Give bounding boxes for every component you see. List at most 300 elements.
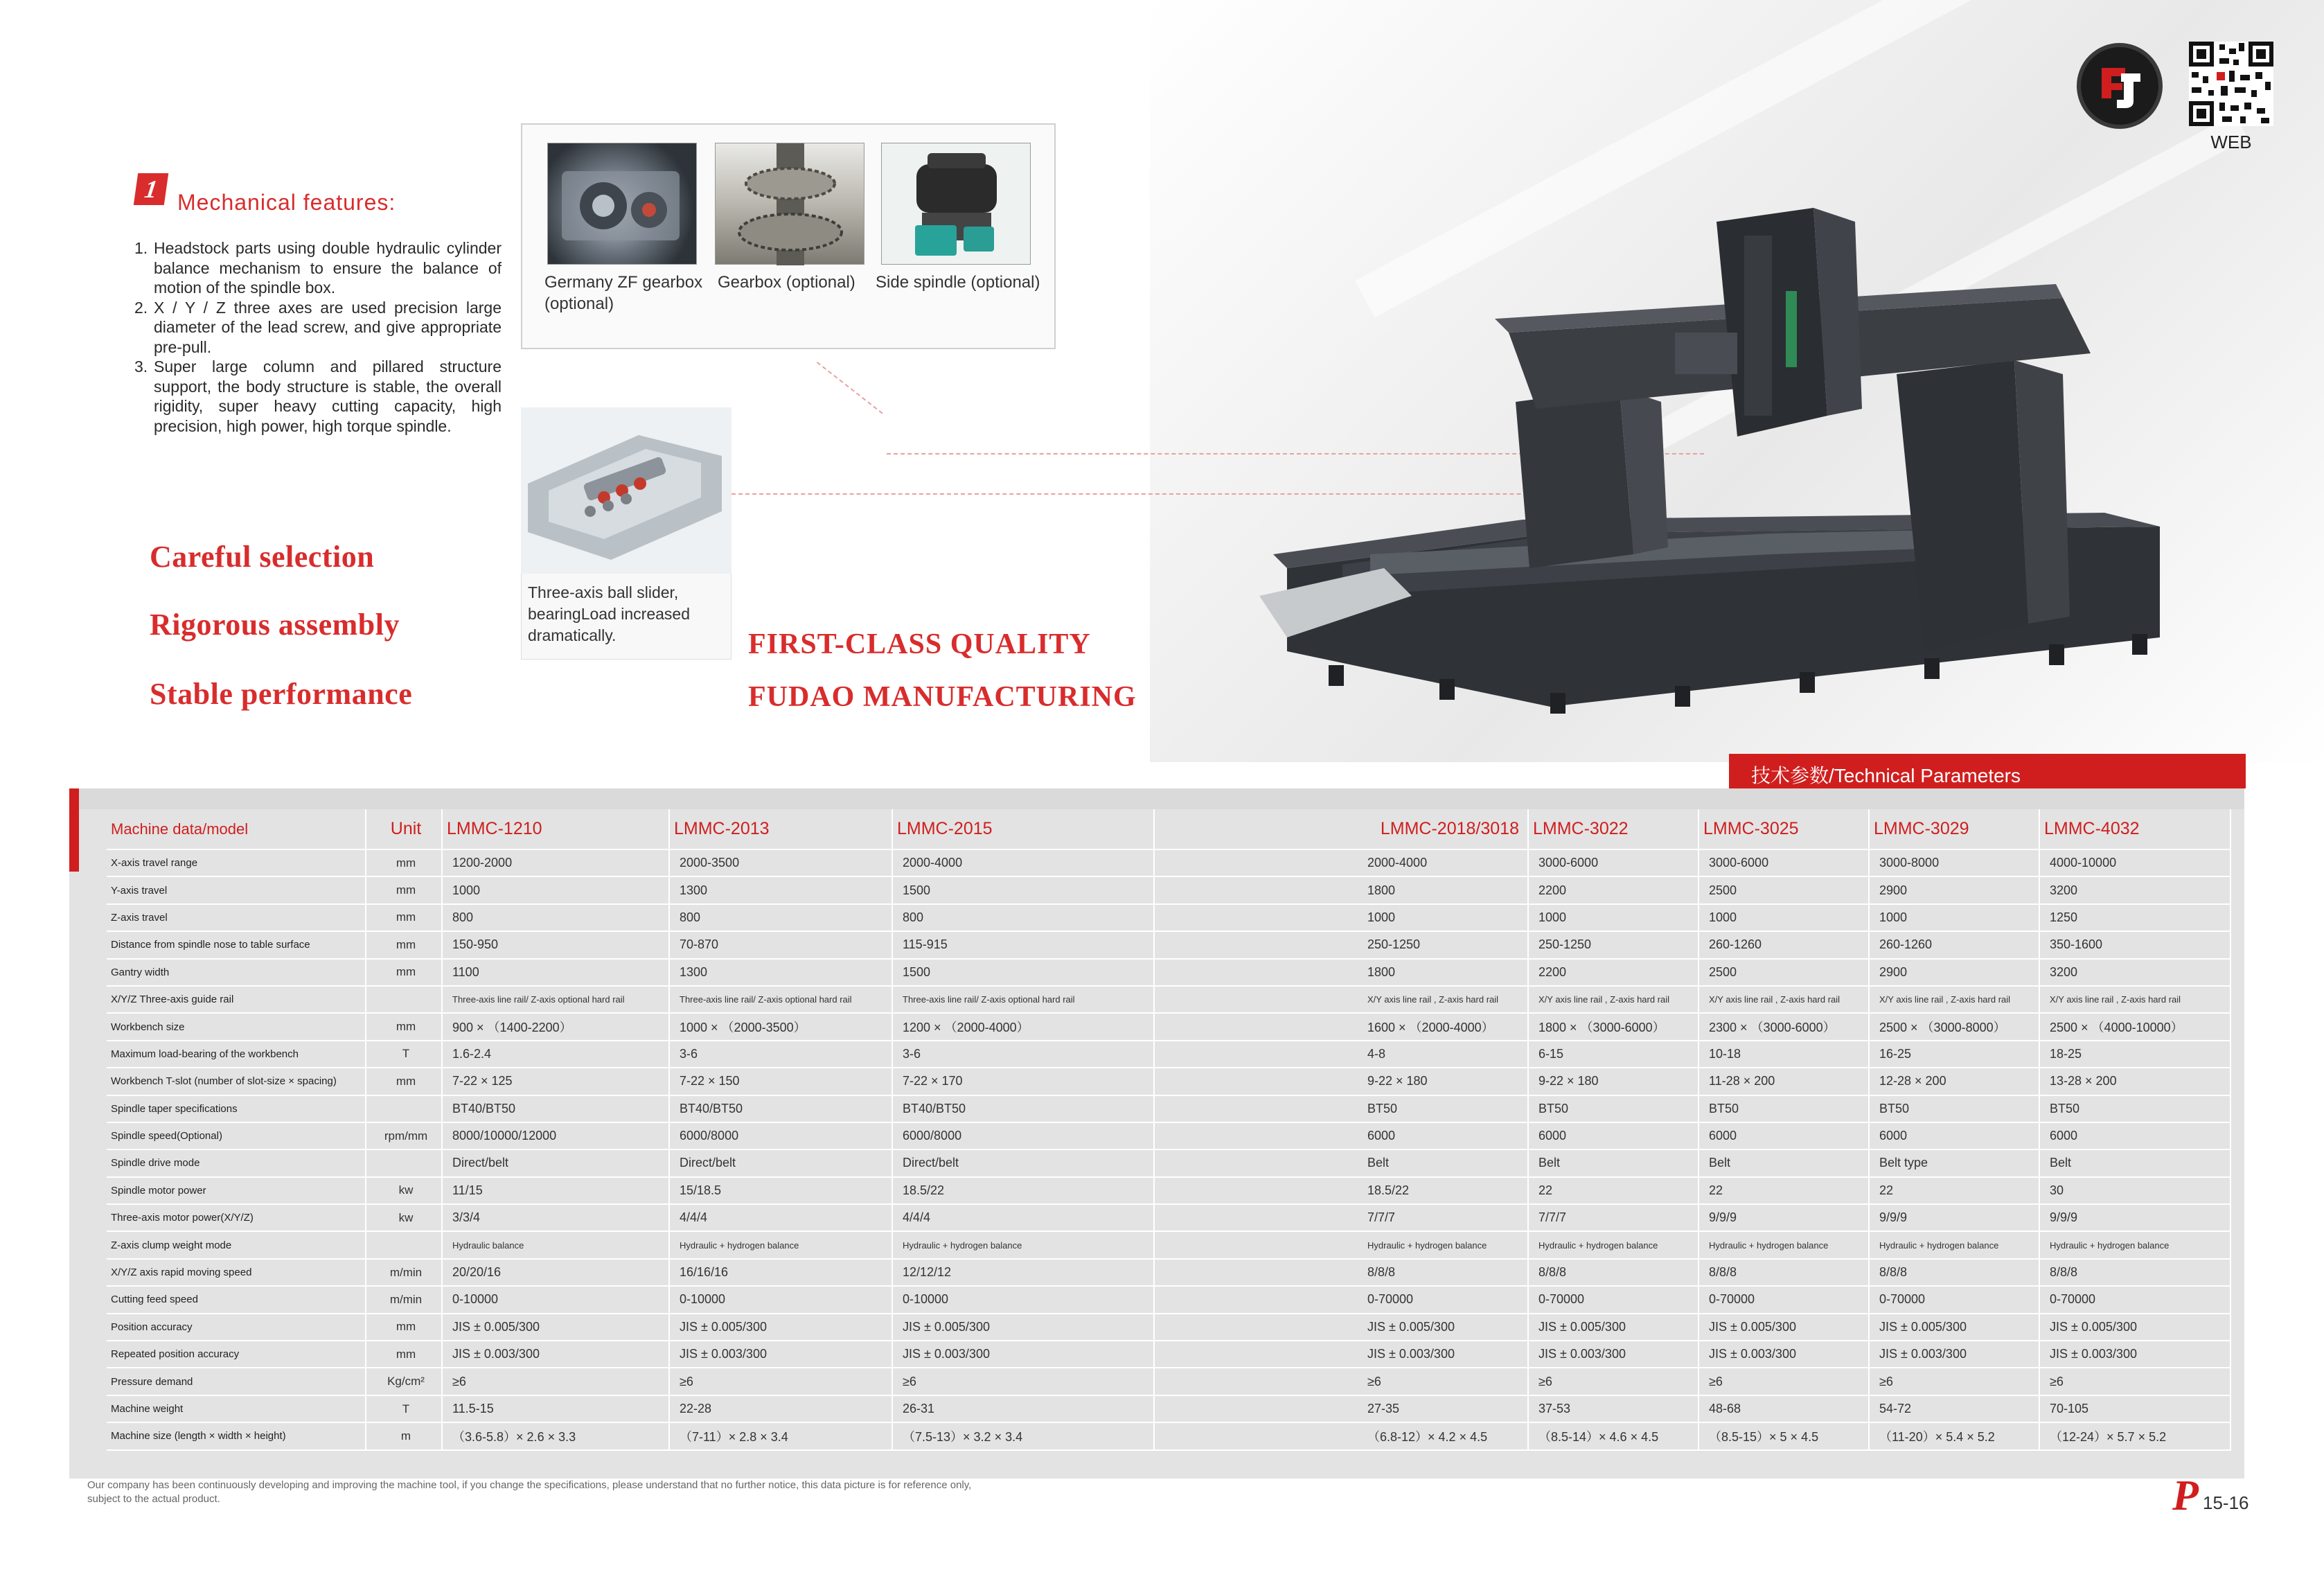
row-value: Belt xyxy=(1358,1149,1528,1176)
row-value: 2300 × （3000-6000） xyxy=(1698,1013,1869,1040)
row-value: Hydraulic + hydrogen balance xyxy=(2039,1231,2230,1258)
row-label: Spindle taper specifications xyxy=(107,1095,366,1122)
tech-params-strip xyxy=(69,788,2244,809)
row-value: 7/7/7 xyxy=(1528,1204,1698,1231)
disclaimer-note: Our company has been continuously developing and improving the machine tool, if you change the specifications, please understand that no further notice, this data picture is for reference only, subject to the actual product. xyxy=(87,1479,972,1505)
row-spacer xyxy=(1154,876,1358,903)
row-value: JIS ± 0.003/300 xyxy=(892,1341,1154,1368)
row-spacer xyxy=(1154,1286,1358,1313)
table-row xyxy=(107,904,2230,931)
row-value: Hydraulic + hydrogen balance xyxy=(1698,1231,1869,1258)
row-value: 3000-8000 xyxy=(1869,849,2039,876)
table-row xyxy=(107,849,2230,876)
row-label: Workbench size xyxy=(107,1013,366,1040)
row-value: 2500 xyxy=(1698,876,1869,903)
header-model: LMMC-3022 xyxy=(1528,809,1698,849)
row-value: 1000 xyxy=(1869,904,2039,931)
row-value: 8/8/8 xyxy=(1869,1259,2039,1286)
row-value: 260-1260 xyxy=(1869,931,2039,958)
row-value: 13-28 × 200 xyxy=(2039,1068,2230,1095)
table-header-row xyxy=(107,809,2230,849)
table-row xyxy=(107,986,2230,1013)
row-value: Three-axis line rail/ Z-axis optional hard rail xyxy=(669,986,892,1013)
row-value: 3200 xyxy=(2039,876,2230,903)
slogan-rigorous-assembly: Rigorous assembly xyxy=(150,608,400,642)
row-value: 11-28 × 200 xyxy=(1698,1068,1869,1095)
row-value: 6000/8000 xyxy=(892,1122,1154,1149)
row-value: 22 xyxy=(1698,1177,1869,1204)
row-value: 22-28 xyxy=(669,1395,892,1422)
row-spacer xyxy=(1154,849,1358,876)
row-value: 900 × （1400-2200） xyxy=(442,1013,669,1040)
row-value: 1300 xyxy=(669,959,892,986)
row-value: ≥6 xyxy=(1528,1368,1698,1395)
row-value: 2500 × （4000-10000） xyxy=(2039,1013,2230,1040)
table-row xyxy=(107,1122,2230,1149)
row-unit: mm xyxy=(366,1341,442,1368)
row-value: JIS ± 0.005/300 xyxy=(2039,1314,2230,1341)
table-row xyxy=(107,1013,2230,1040)
row-value: 30 xyxy=(2039,1177,2230,1204)
row-value: BT50 xyxy=(2039,1095,2230,1122)
features-list xyxy=(134,238,502,436)
row-value: 10-18 xyxy=(1698,1041,1869,1068)
feature-text: X / Y / Z three axes are used precision large diameter of the lead screw, and give appropriate pre-pull. xyxy=(154,298,502,356)
row-value: Belt xyxy=(2039,1149,2230,1176)
row-value: 9/9/9 xyxy=(2039,1204,2230,1231)
row-value: 7-22 × 150 xyxy=(669,1068,892,1095)
row-value: X/Y axis line rail , Z-axis hard rail xyxy=(2039,986,2230,1013)
ball-slider-photo xyxy=(521,407,731,574)
row-value: （3.6-5.8）× 2.6 × 3.3 xyxy=(442,1422,669,1449)
row-value: （12-24）× 5.7 × 5.2 xyxy=(2039,1422,2230,1449)
row-value: 6000 xyxy=(1869,1122,2039,1149)
row-value: 11.5-15 xyxy=(442,1395,669,1422)
tech-params-title: 技术参数/Technical Parameters xyxy=(1751,765,2021,786)
row-value: 22 xyxy=(1528,1177,1698,1204)
table-row xyxy=(107,1259,2230,1286)
row-value: Hydraulic + hydrogen balance xyxy=(669,1231,892,1258)
row-label: Spindle drive mode xyxy=(107,1149,366,1176)
row-value: 6000 xyxy=(2039,1122,2230,1149)
row-value: JIS ± 0.005/300 xyxy=(892,1314,1154,1341)
row-value: JIS ± 0.003/300 xyxy=(1358,1341,1528,1368)
row-unit: mm xyxy=(366,876,442,903)
row-value: 1800 xyxy=(1358,876,1528,903)
row-unit xyxy=(366,1149,442,1176)
row-unit xyxy=(366,1095,442,1122)
row-spacer xyxy=(1154,1041,1358,1068)
row-label: Distance from spindle nose to table surface xyxy=(107,931,366,958)
row-spacer xyxy=(1154,1314,1358,1341)
slogan-stable-performance: Stable performance xyxy=(150,677,413,711)
header-model: LMMC-4032 xyxy=(2039,809,2230,849)
header-model: LMMC-1210 xyxy=(442,809,669,849)
row-value: 4/4/4 xyxy=(669,1204,892,1231)
row-value: 2000-3500 xyxy=(669,849,892,876)
table-row xyxy=(107,1341,2230,1368)
qr-label: WEB xyxy=(2210,132,2252,152)
row-value: Hydraulic + hydrogen balance xyxy=(1528,1231,1698,1258)
row-label: X/Y/Z Three-axis guide rail xyxy=(107,986,366,1013)
table-row xyxy=(107,931,2230,958)
row-unit: mm xyxy=(366,931,442,958)
row-value: 1.6-2.4 xyxy=(442,1041,669,1068)
table-row xyxy=(107,1422,2230,1449)
row-value: 18-25 xyxy=(2039,1041,2230,1068)
row-value: Belt xyxy=(1528,1149,1698,1176)
row-value: 1100 xyxy=(442,959,669,986)
row-value: 16/16/16 xyxy=(669,1259,892,1286)
row-value: 15/18.5 xyxy=(669,1177,892,1204)
row-spacer xyxy=(1154,1068,1358,1095)
row-label: Cutting feed speed xyxy=(107,1286,366,1313)
row-spacer xyxy=(1154,931,1358,958)
row-value: 2500 × （3000-8000） xyxy=(1869,1013,2039,1040)
row-value: Hydraulic + hydrogen balance xyxy=(1869,1231,2039,1258)
zf-gearbox-photo xyxy=(547,143,697,265)
row-value: 9-22 × 180 xyxy=(1358,1068,1528,1095)
row-label: Repeated position accuracy xyxy=(107,1341,366,1368)
row-spacer xyxy=(1154,1204,1358,1231)
row-spacer xyxy=(1154,1149,1358,1176)
feature-text: Headstock parts using double hydraulic cylinder balance mechanism to ensure the balance of motion of the spindle box. xyxy=(154,239,502,297)
row-value: Three-axis line rail/ Z-axis optional hard rail xyxy=(892,986,1154,1013)
row-value: 0-70000 xyxy=(2039,1286,2230,1313)
row-value: ≥6 xyxy=(2039,1368,2230,1395)
row-value: 115-915 xyxy=(892,931,1154,958)
row-value: Direct/belt xyxy=(442,1149,669,1176)
row-value: Belt type xyxy=(1869,1149,2039,1176)
row-value: 1800 × （3000-6000） xyxy=(1528,1013,1698,1040)
row-value: ≥6 xyxy=(669,1368,892,1395)
row-unit: m/min xyxy=(366,1259,442,1286)
row-value: （8.5-15）× 5 × 4.5 xyxy=(1698,1422,1869,1449)
row-label: X/Y/Z axis rapid moving speed xyxy=(107,1259,366,1286)
row-value: JIS ± 0.003/300 xyxy=(442,1341,669,1368)
row-value: 22 xyxy=(1869,1177,2039,1204)
row-value: ≥6 xyxy=(1698,1368,1869,1395)
row-value: 37-53 xyxy=(1528,1395,1698,1422)
row-value: 0-70000 xyxy=(1358,1286,1528,1313)
side-spindle-caption: Side spindle (optional) xyxy=(876,273,1040,292)
row-value: 4-8 xyxy=(1358,1041,1528,1068)
row-label: X-axis travel range xyxy=(107,849,366,876)
row-spacer xyxy=(1154,1177,1358,1204)
row-value: 6-15 xyxy=(1528,1041,1698,1068)
row-value: JIS ± 0.003/300 xyxy=(1698,1341,1869,1368)
row-label: Spindle motor power xyxy=(107,1177,366,1204)
row-value: 3200 xyxy=(2039,959,2230,986)
row-value: 2500 xyxy=(1698,959,1869,986)
slogan-careful-selection: Careful selection xyxy=(150,540,375,574)
row-value: 3-6 xyxy=(669,1041,892,1068)
row-value: 2200 xyxy=(1528,959,1698,986)
callout-line xyxy=(817,362,883,414)
row-value: 2900 xyxy=(1869,876,2039,903)
row-unit: kw xyxy=(366,1177,442,1204)
row-unit: rpm/mm xyxy=(366,1122,442,1149)
tech-params-accent-bar xyxy=(69,788,79,872)
row-label: Z-axis travel xyxy=(107,904,366,931)
row-value: 12/12/12 xyxy=(892,1259,1154,1286)
row-unit: mm xyxy=(366,1314,442,1341)
gearbox-caption: Gearbox (optional) xyxy=(718,273,855,292)
header-model: LMMC-2018/3018 xyxy=(1358,809,1528,849)
row-value: 70-105 xyxy=(2039,1395,2230,1422)
row-unit xyxy=(366,1231,442,1258)
row-value: 9-22 × 180 xyxy=(1528,1068,1698,1095)
row-value: 3-6 xyxy=(892,1041,1154,1068)
row-value: 0-70000 xyxy=(1698,1286,1869,1313)
row-unit: T xyxy=(366,1395,442,1422)
header-machine-model: Machine data/model xyxy=(107,809,366,849)
header-spacer xyxy=(1154,809,1358,849)
row-value: （7.5-13）× 3.2 × 3.4 xyxy=(892,1422,1154,1449)
row-unit: kw xyxy=(366,1204,442,1231)
row-label: Z-axis clump weight mode xyxy=(107,1231,366,1258)
feature-item xyxy=(134,238,502,298)
row-value: 6000 xyxy=(1528,1122,1698,1149)
gearbox-photo xyxy=(715,143,864,265)
row-value: 1200-2000 xyxy=(442,849,669,876)
header-model: LMMC-3025 xyxy=(1698,809,1869,849)
row-unit: m/min xyxy=(366,1286,442,1313)
row-value: 3000-6000 xyxy=(1528,849,1698,876)
row-value: 800 xyxy=(892,904,1154,931)
row-value: 2000-4000 xyxy=(892,849,1154,876)
row-value: 70-870 xyxy=(669,931,892,958)
row-value: ≥6 xyxy=(442,1368,669,1395)
row-value: 2200 xyxy=(1528,876,1698,903)
row-label: Machine weight xyxy=(107,1395,366,1422)
row-value: 4/4/4 xyxy=(892,1204,1154,1231)
row-value: 16-25 xyxy=(1869,1041,2039,1068)
ball-slider-caption: Three-axis ball slider, bearingLoad increased dramatically. xyxy=(528,583,691,644)
row-spacer xyxy=(1154,1395,1358,1422)
row-value: Hydraulic + hydrogen balance xyxy=(892,1231,1154,1258)
table-row xyxy=(107,1204,2230,1231)
row-label: Spindle speed(Optional) xyxy=(107,1122,366,1149)
table-row xyxy=(107,1095,2230,1122)
row-value: 12-28 × 200 xyxy=(1869,1068,2039,1095)
row-value: Direct/belt xyxy=(669,1149,892,1176)
row-value: 18.5/22 xyxy=(892,1177,1154,1204)
row-value: BT40/BT50 xyxy=(892,1095,1154,1122)
row-value: Hydraulic balance xyxy=(442,1231,669,1258)
row-value: Three-axis line rail/ Z-axis optional hard rail xyxy=(442,986,669,1013)
row-label: Three-axis motor power(X/Y/Z) xyxy=(107,1204,366,1231)
row-value: 1300 xyxy=(669,876,892,903)
table-row xyxy=(107,959,2230,986)
row-spacer xyxy=(1154,1122,1358,1149)
features-title: Mechanical features: xyxy=(177,190,396,215)
row-value: 800 xyxy=(442,904,669,931)
feature-number: 3. xyxy=(134,358,148,376)
row-spacer xyxy=(1154,904,1358,931)
row-value: 1800 xyxy=(1358,959,1528,986)
row-value: 0-10000 xyxy=(442,1286,669,1313)
row-value: （7-11）× 2.8 × 3.4 xyxy=(669,1422,892,1449)
row-label: Gantry width xyxy=(107,959,366,986)
row-label: Position accuracy xyxy=(107,1314,366,1341)
row-value: 18.5/22 xyxy=(1358,1177,1528,1204)
row-value: 1000 xyxy=(1528,904,1698,931)
row-unit: T xyxy=(366,1041,442,1068)
qr-code-icon xyxy=(2189,42,2273,126)
row-value: Direct/belt xyxy=(892,1149,1154,1176)
row-value: 6000 xyxy=(1698,1122,1869,1149)
row-value: 20/20/16 xyxy=(442,1259,669,1286)
row-value: 1500 xyxy=(892,959,1154,986)
row-value: 4000-10000 xyxy=(2039,849,2230,876)
row-value: 0-10000 xyxy=(892,1286,1154,1313)
row-spacer xyxy=(1154,1095,1358,1122)
header-unit: Unit xyxy=(366,809,442,849)
row-unit: mm xyxy=(366,1068,442,1095)
row-value: 6000/8000 xyxy=(669,1122,892,1149)
row-value: 8/8/8 xyxy=(1358,1259,1528,1286)
fudao-logo-icon xyxy=(2077,43,2163,129)
row-spacer xyxy=(1154,1013,1358,1040)
row-value: 8000/10000/12000 xyxy=(442,1122,669,1149)
row-value: （6.8-12）× 4.2 × 4.5 xyxy=(1358,1422,1528,1449)
row-spacer xyxy=(1154,1259,1358,1286)
row-value: 1000 xyxy=(1698,904,1869,931)
row-value: 1000 × （2000-3500） xyxy=(669,1013,892,1040)
feature-item xyxy=(134,357,502,436)
row-value: JIS ± 0.005/300 xyxy=(669,1314,892,1341)
row-value: 3/3/4 xyxy=(442,1204,669,1231)
header-model: LMMC-2015 xyxy=(892,809,1154,849)
row-value: BT50 xyxy=(1698,1095,1869,1122)
row-spacer xyxy=(1154,959,1358,986)
row-value: 8/8/8 xyxy=(1528,1259,1698,1286)
row-value: BT40/BT50 xyxy=(669,1095,892,1122)
row-value: 1000 xyxy=(1358,904,1528,931)
tagline-quality: FIRST-CLASS QUALITY xyxy=(748,628,1091,660)
row-value: 48-68 xyxy=(1698,1395,1869,1422)
header-model: LMMC-3029 xyxy=(1869,809,2039,849)
row-value: 11/15 xyxy=(442,1177,669,1204)
row-unit: mm xyxy=(366,959,442,986)
row-value: 350-1600 xyxy=(2039,931,2230,958)
row-value: 27-35 xyxy=(1358,1395,1528,1422)
table-row xyxy=(107,1177,2230,1204)
row-value: JIS ± 0.005/300 xyxy=(442,1314,669,1341)
row-value: Hydraulic + hydrogen balance xyxy=(1358,1231,1528,1258)
row-value: 1000 xyxy=(442,876,669,903)
row-unit: m xyxy=(366,1422,442,1449)
row-value: JIS ± 0.005/300 xyxy=(1358,1314,1528,1341)
table-row xyxy=(107,1395,2230,1422)
row-value: 0-70000 xyxy=(1869,1286,2039,1313)
row-value: BT50 xyxy=(1358,1095,1528,1122)
row-value: ≥6 xyxy=(1358,1368,1528,1395)
row-value: 800 xyxy=(669,904,892,931)
row-label: Machine size (length × width × height) xyxy=(107,1422,366,1449)
table-row xyxy=(107,1368,2230,1395)
feature-text: Super large column and pillared structure support, the body structure is stable, the overall rigidity, super heavy cutting capacity, high precision, high power, high torque spindle. xyxy=(154,358,502,435)
row-value: JIS ± 0.005/300 xyxy=(1869,1314,2039,1341)
table-row xyxy=(107,1231,2230,1258)
row-value: JIS ± 0.005/300 xyxy=(1698,1314,1869,1341)
row-value: （8.5-14）× 4.6 × 4.5 xyxy=(1528,1422,1698,1449)
table-row xyxy=(107,1286,2230,1313)
feature-item xyxy=(134,298,502,358)
row-value: JIS ± 0.005/300 xyxy=(1528,1314,1698,1341)
gantry-machine-image xyxy=(1259,208,2215,734)
table-row xyxy=(107,1041,2230,1068)
row-label: Workbench T-slot (number of slot-size × spacing) xyxy=(107,1068,366,1095)
row-spacer xyxy=(1154,1368,1358,1395)
row-value: BT50 xyxy=(1869,1095,2039,1122)
row-value: X/Y axis line rail , Z-axis hard rail xyxy=(1869,986,2039,1013)
row-unit: mm xyxy=(366,1013,442,1040)
row-value: 7/7/7 xyxy=(1358,1204,1528,1231)
table-row xyxy=(107,1149,2230,1176)
row-value: 6000 xyxy=(1358,1122,1528,1149)
tech-params-table xyxy=(107,809,2230,1451)
row-value: 8/8/8 xyxy=(1698,1259,1869,1286)
row-value: BT50 xyxy=(1528,1095,1698,1122)
row-value: 3000-6000 xyxy=(1698,849,1869,876)
table-row xyxy=(107,1314,2230,1341)
page-letter: P xyxy=(2172,1472,2199,1519)
row-value: 260-1260 xyxy=(1698,931,1869,958)
row-value: 150-950 xyxy=(442,931,669,958)
zf-gearbox-caption: Germany ZF gearbox (optional) xyxy=(544,273,703,313)
row-value: Belt xyxy=(1698,1149,1869,1176)
row-value: JIS ± 0.003/300 xyxy=(669,1341,892,1368)
row-value: 1250 xyxy=(2039,904,2230,931)
row-value: 26-31 xyxy=(892,1395,1154,1422)
row-unit: mm xyxy=(366,849,442,876)
row-value: 250-1250 xyxy=(1528,931,1698,958)
row-label: Y-axis travel xyxy=(107,876,366,903)
row-value: 1600 × （2000-4000） xyxy=(1358,1013,1528,1040)
row-value: 7-22 × 125 xyxy=(442,1068,669,1095)
row-value: 8/8/8 xyxy=(2039,1259,2230,1286)
table-row xyxy=(107,1068,2230,1095)
table-row xyxy=(107,876,2230,903)
row-spacer xyxy=(1154,986,1358,1013)
row-value: BT40/BT50 xyxy=(442,1095,669,1122)
row-value: X/Y axis line rail , Z-axis hard rail xyxy=(1698,986,1869,1013)
header-model: LMMC-2013 xyxy=(669,809,892,849)
row-unit: mm xyxy=(366,904,442,931)
page-numbers: 15-16 xyxy=(2203,1492,2249,1513)
row-value: 7-22 × 170 xyxy=(892,1068,1154,1095)
row-value: 250-1250 xyxy=(1358,931,1528,958)
tagline-manufacturing: FUDAO MANUFACTURING xyxy=(748,681,1137,713)
row-value: 2900 xyxy=(1869,959,2039,986)
row-value: X/Y axis line rail , Z-axis hard rail xyxy=(1358,986,1528,1013)
row-value: ≥6 xyxy=(1869,1368,2039,1395)
row-spacer xyxy=(1154,1422,1358,1449)
row-spacer xyxy=(1154,1231,1358,1258)
row-value: ≥6 xyxy=(892,1368,1154,1395)
row-value: JIS ± 0.003/300 xyxy=(2039,1341,2230,1368)
row-unit xyxy=(366,986,442,1013)
row-label: Maximum load-bearing of the workbench xyxy=(107,1041,366,1068)
feature-number: 1. xyxy=(134,239,148,257)
row-unit: Kg/cm² xyxy=(366,1368,442,1395)
row-value: JIS ± 0.003/300 xyxy=(1869,1341,2039,1368)
row-value: （11-20）× 5.4 × 5.2 xyxy=(1869,1422,2039,1449)
row-value: X/Y axis line rail , Z-axis hard rail xyxy=(1528,986,1698,1013)
row-value: 54-72 xyxy=(1869,1395,2039,1422)
